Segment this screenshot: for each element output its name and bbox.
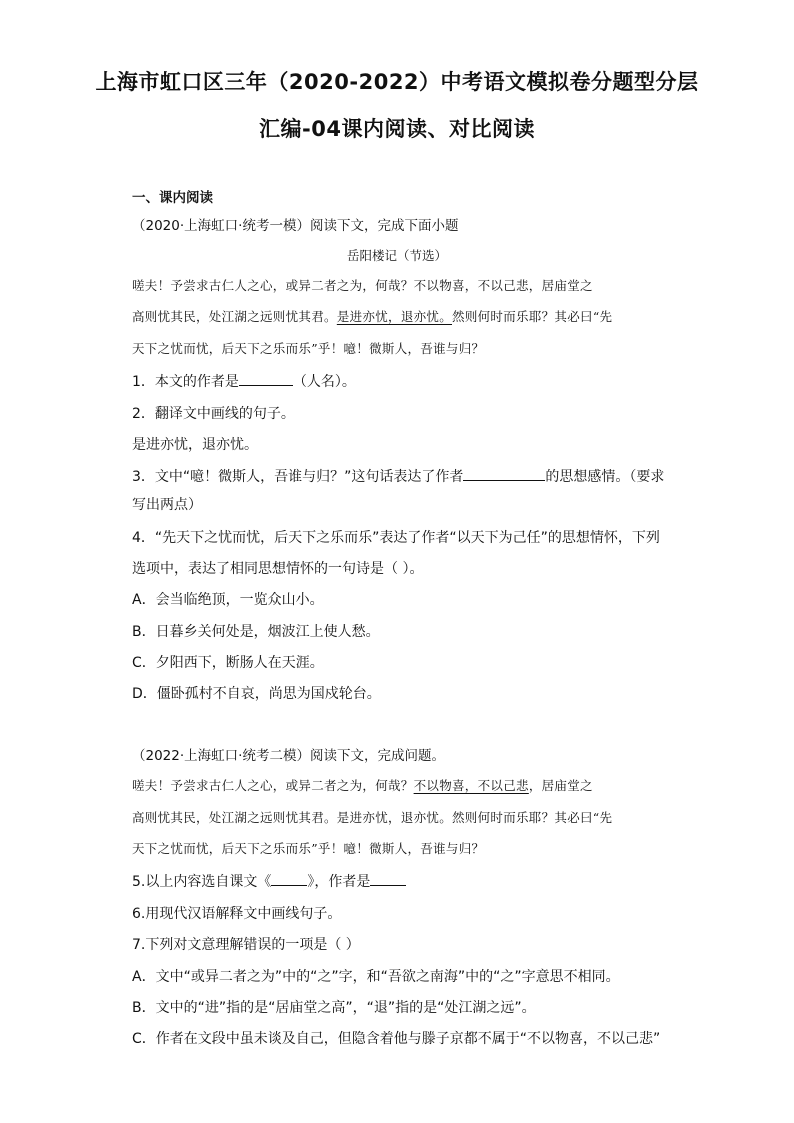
section-heading: 一、课内阅读	[132, 190, 213, 206]
question-1	[132, 371, 356, 391]
passage-line: 天下之忧而忧，后天下之乐而乐”乎！噫！微斯人，吾谁与归？	[132, 341, 485, 356]
document-title-line2: 汇编-04课内阅读、对比阅读	[259, 117, 535, 141]
passage-text: 然则何时而乐耶？其必曰“先	[452, 309, 613, 324]
question-text: 1．本文的作者是	[132, 374, 239, 390]
option-c[interactable]: C．作者在文段中虽未谈及自己，但隐含着他与滕子京都不属于“不以物喜，不以己悲”	[132, 1031, 661, 1047]
option-d[interactable]: D．僵卧孤村不自哀，尚思为国戍轮台。	[132, 686, 381, 702]
underlined-sentence: 是进亦忧，退亦忧。	[336, 309, 453, 324]
question-5	[132, 871, 406, 891]
text-title: 岳阳楼记（节选）	[346, 248, 447, 263]
question-2: 2．翻译文中画线的句子。	[132, 406, 295, 422]
question-4-continued: 选项中，表达了相同思想情怀的一句诗是（ ）。	[132, 561, 424, 577]
passage-line: 高则忧其民，处江湖之远则忧其君。是进亦忧，退亦忧。然则何时而乐耶？其必曰“先	[132, 810, 613, 825]
option-c[interactable]: C．夕阳西下，断肠人在天涯。	[132, 655, 324, 671]
underlined-sentence: 不以物喜，不以己悲	[413, 778, 529, 793]
question-source: （2020·上海虹口·统考一模）阅读下文，完成下面小题	[132, 218, 459, 234]
question-text: 3．文中“噫！微斯人，吾谁与归？”这句话表达了作者	[132, 469, 464, 485]
question-text: （人名）。	[292, 374, 356, 390]
question-3	[132, 466, 664, 486]
question-text: 》，作者是	[307, 874, 371, 890]
underlined-sentence-quote: 是进亦忧，退亦忧。	[132, 437, 258, 453]
question-3-continued: 写出两点）	[132, 497, 202, 513]
question-7: 7.下列对文意理解错误的一项是（ ）	[132, 937, 360, 953]
answer-blank[interactable]	[463, 468, 545, 481]
passage-line	[132, 307, 612, 325]
answer-blank[interactable]	[271, 873, 307, 886]
option-b[interactable]: B．文中的“进”指的是“居庙堂之高”，“退”指的是“处江湖之远”。	[132, 1000, 536, 1016]
answer-blank[interactable]	[370, 873, 406, 886]
passage-line: 嗟夫！予尝求古仁人之心，或异二者之为，何哉？不以物喜，不以己悲，居庙堂之	[132, 278, 593, 293]
question-4: 4．“先天下之忧而忧，后天下之乐而乐”表达了作者“以天下为己任”的思想情怀，下列	[132, 530, 660, 546]
option-a[interactable]: A．文中“或异二者之为”中的“之”字，和“吾欲之南海”中的“之”字意思不相同。	[132, 969, 620, 985]
option-b[interactable]: B．日暮乡关何处是，烟波江上使人愁。	[132, 624, 380, 640]
question-6: 6.用现代汉语解释文中画线句子。	[132, 906, 342, 922]
document-title-line1: 上海市虹口区三年（2020-2022）中考语文模拟卷分题型分层	[95, 70, 699, 94]
passage-text: 高则忧其民，处江湖之远则忧其君。	[132, 309, 337, 324]
answer-blank[interactable]	[239, 373, 293, 386]
question-text: 5.以上内容选自课文《	[132, 874, 272, 890]
option-a[interactable]: A．会当临绝顶，一览众山小。	[132, 592, 324, 608]
passage-line: 天下之忧而忧，后天下之乐而乐”乎！噫！微斯人，吾谁与归？	[132, 841, 485, 856]
question-text: 的思想感情。（要求	[545, 469, 665, 485]
question-source: （2022·上海虹口·统考二模）阅读下文，完成问题。	[132, 748, 445, 764]
passage-text: ，居庙堂之	[528, 778, 593, 793]
passage-line	[132, 776, 593, 794]
passage-text: 嗟夫！予尝求古仁人之心，或异二者之为，何哉？	[132, 778, 414, 793]
